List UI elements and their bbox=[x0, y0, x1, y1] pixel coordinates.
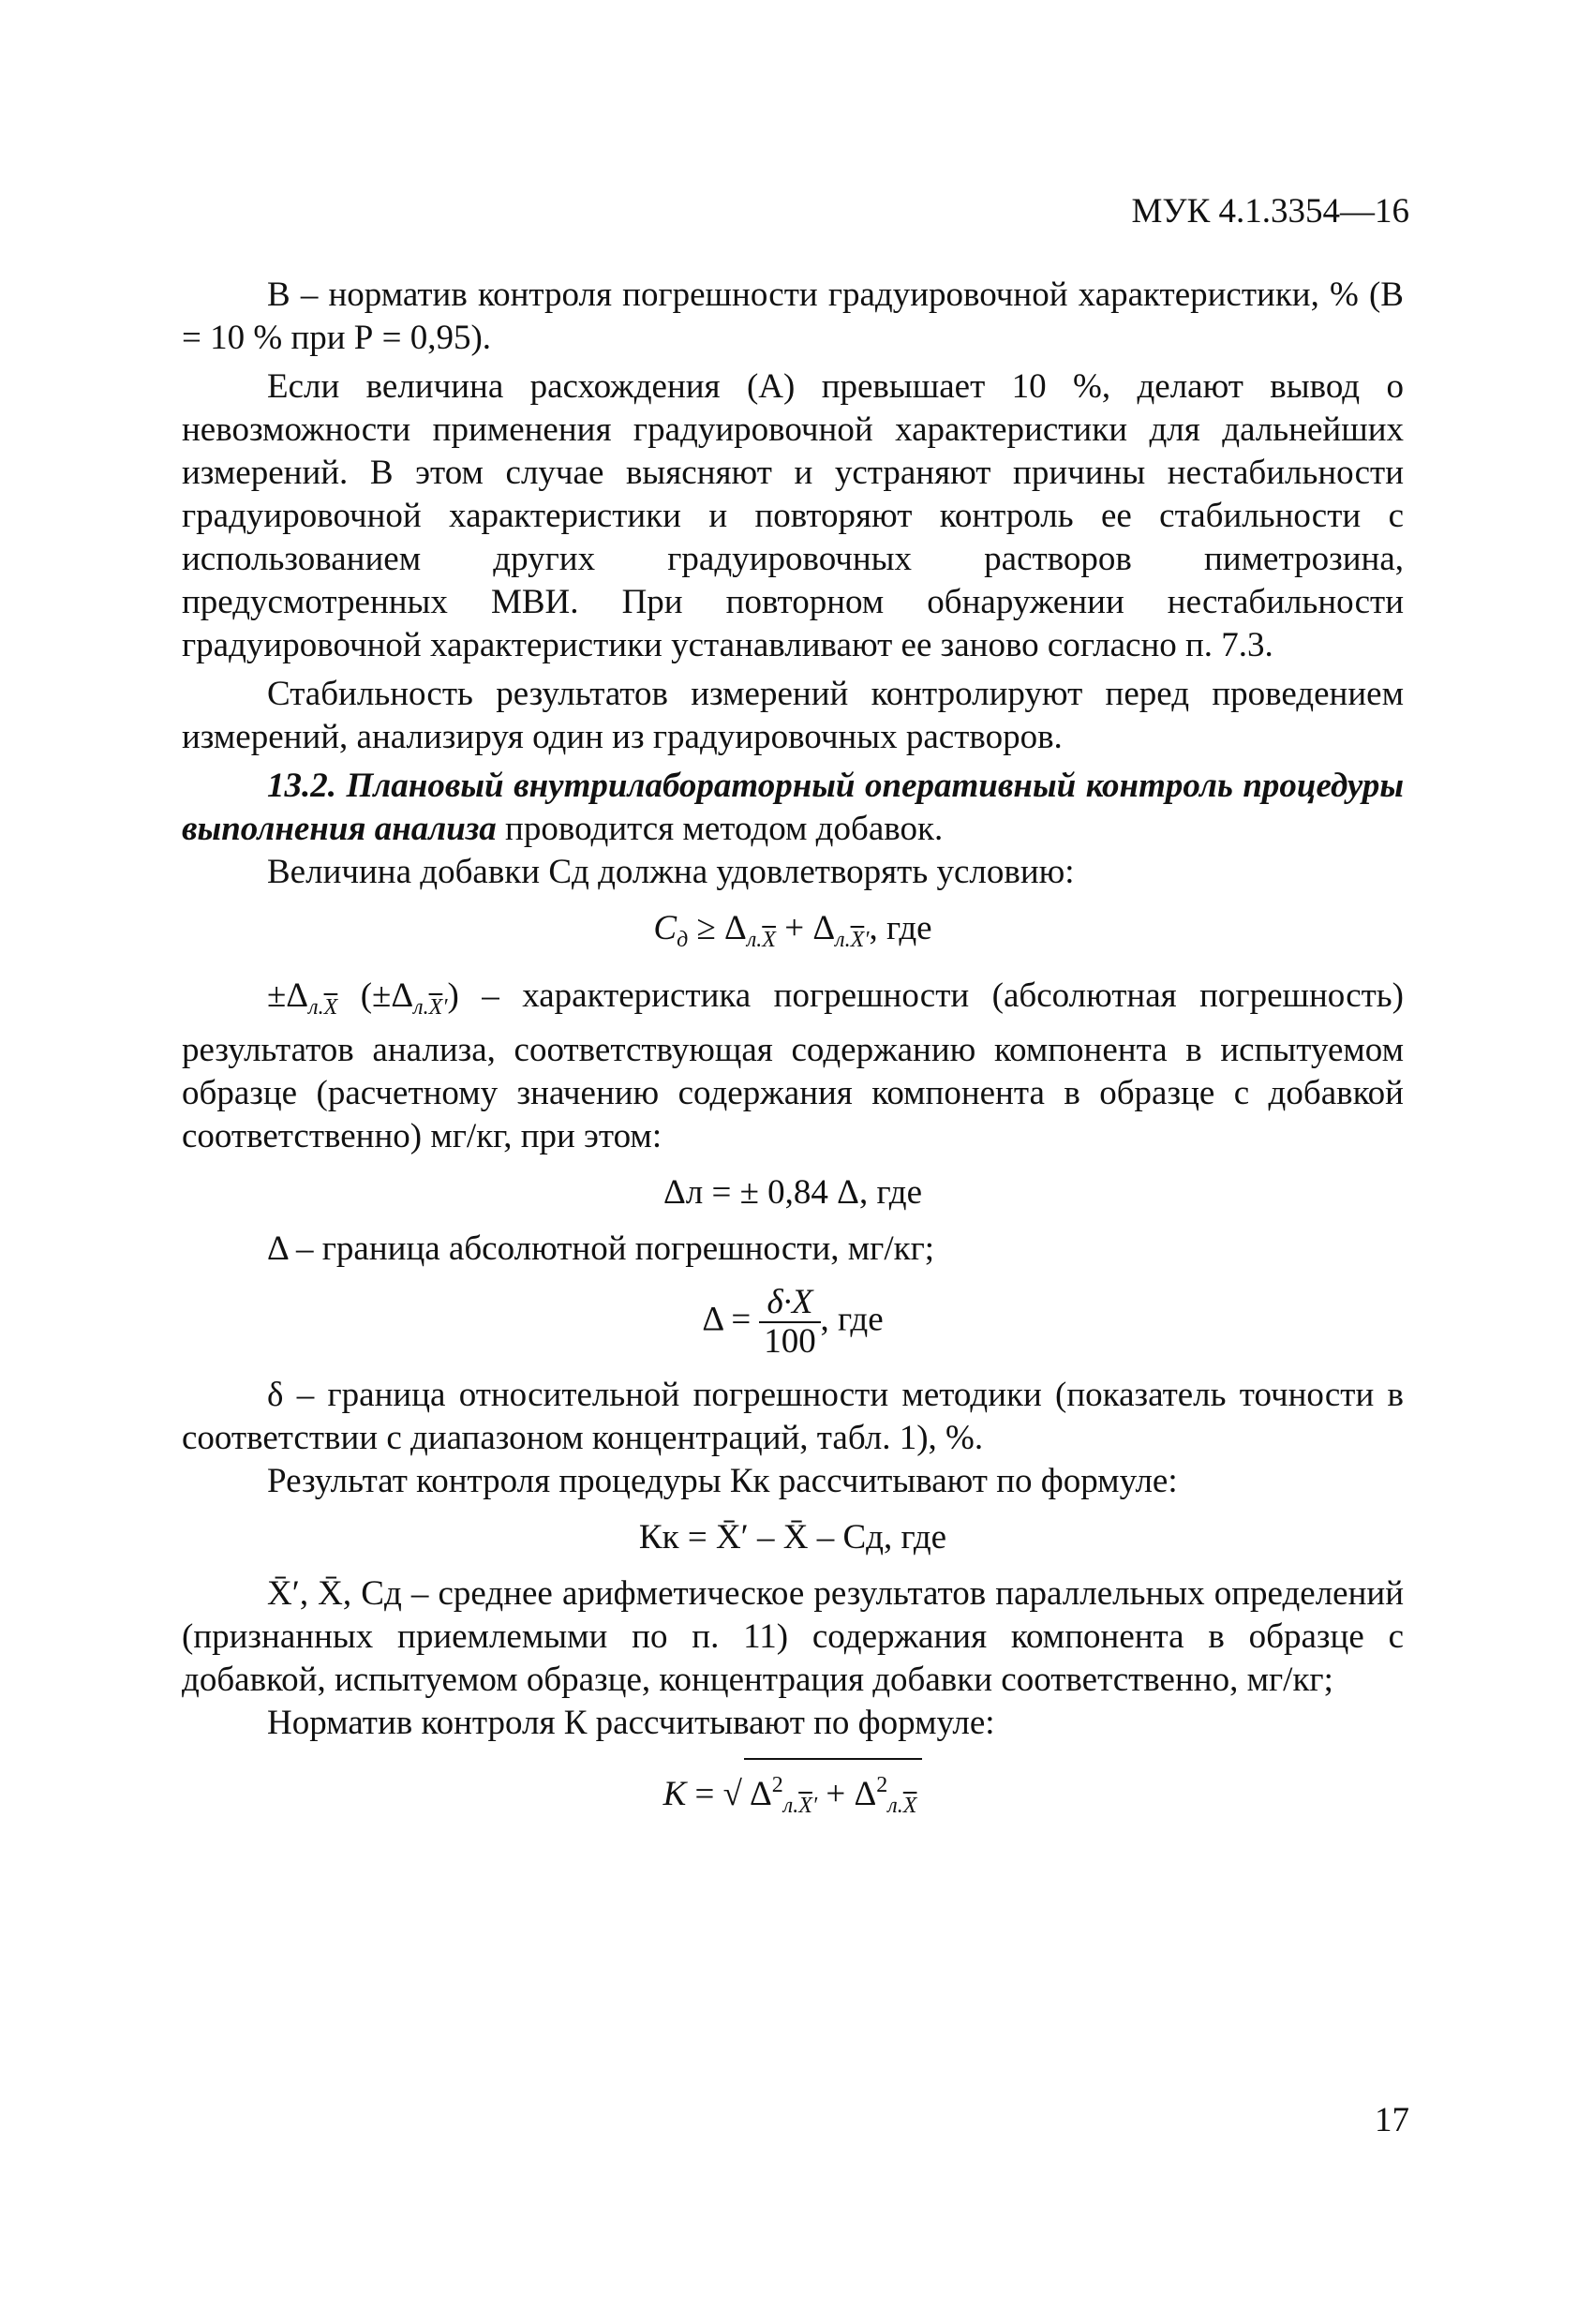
delta-symbols: $\pm\Delta_{л.\overline{X}}$ $(\pm\Delta_{л.\overline{X}'})$ bbox=[267, 976, 483, 1020]
section-heading-rest: проводится методом добавок. bbox=[496, 810, 944, 848]
paragraph-absolute-error: Δ – граница абсолютной погрешности, мг/кг; bbox=[267, 1229, 935, 1268]
paragraph-b-definition: В – норматив контроля погрешности градуировочной характеристики, % (В = 10 % при Р = 0,95). bbox=[182, 276, 1404, 357]
paragraph-error-characteristic bbox=[182, 975, 1404, 1158]
formula-delta-l: Δл = ± 0,84 Δ, где bbox=[663, 1173, 923, 1212]
page-body bbox=[182, 274, 1404, 1840]
error-characteristic-text: – характеристика погрешности (абсолютная погрешность) результатов анализа, соответствующая содержанию компонента в испытуемом образце (расчетному значению содержания компонента в образце с добавкой соответственно) мг/кг, при этом: bbox=[182, 976, 1405, 1155]
formula-control-norm: K = √ $\Delta^2_{л.\overline{X}'} + \Delta^2_{л.\overline{X}}$ bbox=[182, 1758, 1404, 1827]
fraction bbox=[759, 1284, 820, 1361]
section-heading: 13.2. Плановый внутрилабораторный оперативный контроль процедуры выполнения анализа bbox=[182, 767, 1404, 848]
document-code: МУК 4.1.3354—16 bbox=[1131, 192, 1409, 231]
paragraph-control-result: Результат контроля процедуры Кк рассчитывают по формуле: bbox=[267, 1462, 1178, 1500]
formula-control-result: Кк = X̄′ – X̄ – Сд, где bbox=[638, 1518, 947, 1557]
paragraph-control-norm: Норматив контроля К рассчитывают по формуле: bbox=[267, 1704, 995, 1742]
formula-delta-tail: , где bbox=[820, 1300, 884, 1339]
formula-additive-condition: $C_д \ge \Delta_{л.\overline{X}} + \Delta_{л.\overline{X}'}$, где bbox=[653, 909, 932, 952]
paragraph-stability: Стабильность результатов измерений контролируют перед проведением измерений, анализируя один из градуировочных растворов. bbox=[182, 675, 1404, 756]
paragraph-section-13-2 bbox=[182, 765, 1404, 851]
formula-tail: , где bbox=[869, 909, 932, 947]
paragraph-additive-condition: Величина добавки Сд должна удовлетворять условию: bbox=[267, 853, 1075, 891]
page-number: 17 bbox=[1375, 2101, 1409, 2139]
fraction-numerator: δ·X bbox=[759, 1284, 820, 1323]
paragraph-deviation: Если величина расхождения (А) превышает 10 %, делают вывод о невозможности применения градуировочной характеристики для дальнейших измерений. В этом случае выясняют и устраняют причины нестабильности градуировочной характеристики и повторяют контроль ее стабильности с использованием других градуировочных растворов пиметрозина, предусмотренных МВИ. При повторном обнаружении нестабильности градуировочной характеристики устанавливают ее заново согласно п. 7.3. bbox=[182, 367, 1404, 664]
paragraph-variables: X̄′, X̄, Сд – среднее арифметическое результатов параллельных определений (признанных приемлемыми по п. 11) содержания компонента в образце с добавкой, испытуемом образце, концентрация добавки соответственно, мг/кг; bbox=[182, 1574, 1404, 1699]
fraction-denominator: 100 bbox=[764, 1322, 816, 1361]
paragraph-relative-error: δ – граница относительной погрешности методики (показатель точности в соответствии с диапазоном концентраций, табл. 1), %. bbox=[182, 1376, 1404, 1457]
formula-delta: Δ = $\frac{\delta\cdot X}{100}$ , где bbox=[702, 1283, 884, 1361]
